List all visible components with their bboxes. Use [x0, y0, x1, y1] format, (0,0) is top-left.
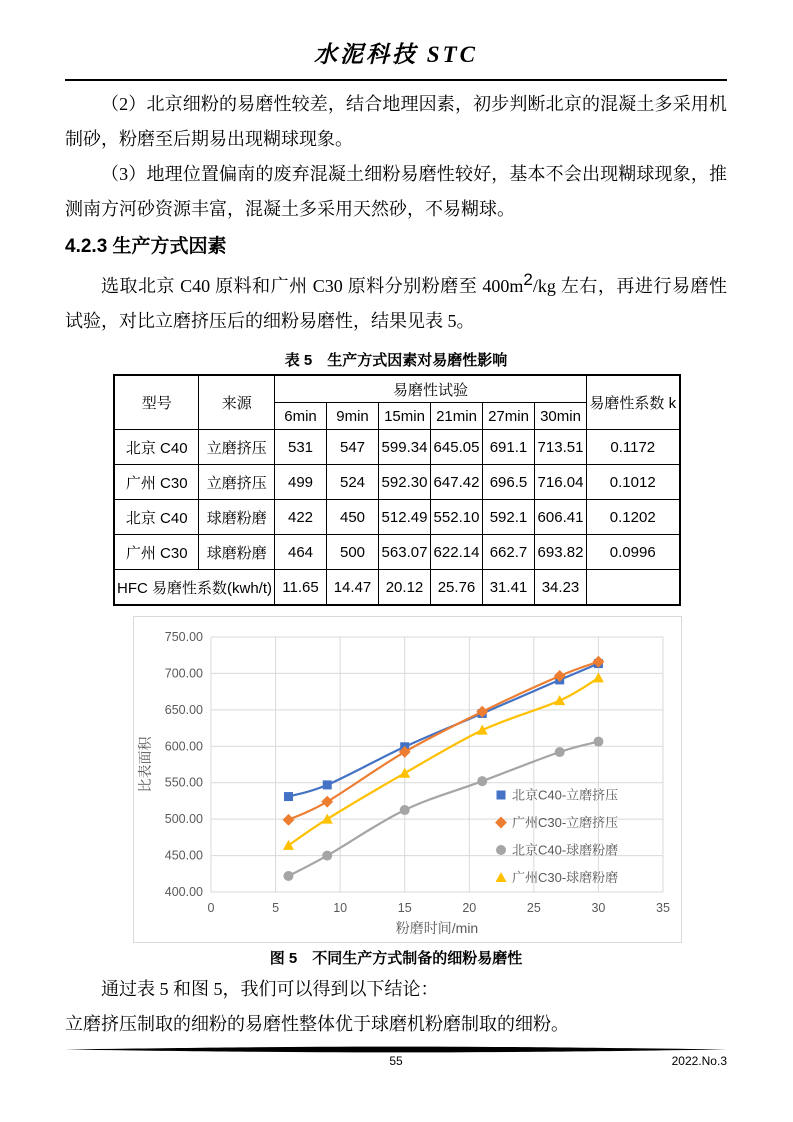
cell-source: 球磨粉磨 — [199, 535, 275, 570]
cell-model: 广州 C30 — [114, 535, 199, 570]
svg-text:15: 15 — [397, 901, 412, 915]
cell-value: 547 — [327, 430, 379, 465]
cell-value: 531 — [275, 430, 327, 465]
col-header-9min: 9min — [327, 403, 379, 430]
figure-caption: 图 5 不同生产方式制备的细粉易磨性 — [269, 950, 523, 967]
cell-k-empty — [587, 570, 680, 606]
table-caption: 表 5 生产方式因素对易磨性影响 — [284, 352, 508, 369]
cell-value: 524 — [327, 465, 379, 500]
intro-paragraph — [65, 262, 727, 339]
cell-k: 0.1012 — [587, 465, 680, 500]
cell-value: 34.23 — [535, 570, 587, 606]
line-chart — [133, 616, 682, 943]
cell-value: 713.51 — [535, 430, 587, 465]
col-header-6min: 6min — [275, 403, 327, 430]
intro-text-start: 选取北京 C40 原料和广州 C30 原料分别粉磨至 400m — [101, 276, 524, 296]
cell-value: 31.41 — [483, 570, 535, 606]
cell-value: 716.04 — [535, 465, 587, 500]
cell-value: 512.49 — [379, 500, 431, 535]
grindability-table — [113, 374, 681, 606]
cell-value: 20.12 — [379, 570, 431, 606]
footer-divider — [65, 1046, 727, 1053]
footer-text-row — [65, 1054, 727, 1072]
col-header-k: 易磨性系数 k — [587, 375, 680, 430]
line-chart-svg — [134, 617, 679, 940]
cell-value: 592.30 — [379, 465, 431, 500]
svg-text:广州C30-球磨粉磨: 广州C30-球磨粉磨 — [512, 870, 619, 885]
cell-value: 25.76 — [431, 570, 483, 606]
table-row — [114, 430, 680, 465]
cell-value: 14.47 — [327, 570, 379, 606]
cell-model: 北京 C40 — [114, 430, 199, 465]
col-header-21min: 21min — [431, 403, 483, 430]
table-row — [114, 500, 680, 535]
svg-text:400.00: 400.00 — [164, 885, 203, 899]
col-header-test: 易磨性试验 — [275, 375, 587, 403]
cell-value: 500 — [327, 535, 379, 570]
cell-source: 立磨挤压 — [199, 430, 275, 465]
cell-k: 0.1172 — [587, 430, 680, 465]
paragraph-3: （3）地理位置偏南的废弃混凝土细粉易磨性较好，基本不会出现糊球现象，推测南方河砂资源丰富，混凝土多采用天然砂，不易糊球。 — [65, 164, 727, 219]
header-divider — [65, 79, 727, 81]
col-header-30min: 30min — [535, 403, 587, 430]
table-header-row-1 — [114, 375, 680, 403]
cell-value: 606.41 — [535, 500, 587, 535]
svg-text:广州C30-立磨挤压: 广州C30-立磨挤压 — [512, 815, 619, 830]
cell-value: 696.5 — [483, 465, 535, 500]
conclusion-intro: 通过表 5 和图 5，我们可以得到以下结论： — [101, 979, 439, 999]
section-heading: 4.2.3 生产方式因素 — [65, 236, 227, 257]
svg-text:0: 0 — [207, 901, 215, 915]
hfc-coefficient-label: HFC 易磨性系数(kwh/t) — [114, 570, 275, 606]
cell-value: 693.82 — [535, 535, 587, 570]
svg-text:600.00: 600.00 — [164, 739, 203, 754]
cell-value: 662.7 — [483, 535, 535, 570]
cell-value: 599.34 — [379, 430, 431, 465]
cell-value: 552.10 — [431, 500, 483, 535]
cell-value: 622.14 — [431, 535, 483, 570]
svg-text:25: 25 — [526, 901, 541, 915]
cell-value: 464 — [275, 535, 327, 570]
svg-text:北京C40-立磨挤压: 北京C40-立磨挤压 — [512, 787, 619, 803]
paragraph-2: （2）北京细粉的易磨性较差，结合地理因素，初步判断北京的混凝土多采用机制砂，粉磨至后期易出现糊球现象。 — [65, 94, 727, 149]
intro-text-end: /kg 左右，再进行易磨性试验，对比立磨挤压后的细粉易磨性，结果见表 5。 — [65, 276, 727, 331]
col-header-27min: 27min — [483, 403, 535, 430]
col-header-source: 来源 — [199, 375, 275, 430]
superscript-2: 2 — [523, 270, 533, 289]
svg-text:500.00: 500.00 — [164, 812, 203, 827]
page-footer — [65, 1046, 727, 1072]
col-header-model: 型号 — [114, 375, 199, 430]
cell-k: 0.1202 — [587, 500, 680, 535]
issue-number: 2022.No.3 — [671, 1054, 727, 1068]
cell-value: 645.05 — [431, 430, 483, 465]
svg-text:10: 10 — [333, 901, 348, 915]
conclusion-1: 立磨挤压制取的细粉的易磨性整体优于球磨机粉磨制取的细粉。 — [65, 1014, 569, 1034]
svg-text:700.00: 700.00 — [164, 666, 203, 681]
cell-k: 0.0996 — [587, 535, 680, 570]
svg-text:北京C40-球磨粉磨: 北京C40-球磨粉磨 — [512, 842, 619, 858]
cell-source: 球磨粉磨 — [199, 500, 275, 535]
col-header-15min: 15min — [379, 403, 431, 430]
cell-source: 立磨挤压 — [199, 465, 275, 500]
cell-value: 592.1 — [483, 500, 535, 535]
cell-value: 422 — [275, 500, 327, 535]
svg-text:粉磨时间/min: 粉磨时间/min — [395, 920, 479, 936]
svg-text:30: 30 — [591, 901, 606, 915]
table-row — [114, 465, 680, 500]
cell-model: 广州 C30 — [114, 465, 199, 500]
svg-text:550.00: 550.00 — [164, 775, 203, 790]
table-footer-row — [114, 570, 680, 606]
svg-text:650.00: 650.00 — [164, 702, 203, 717]
svg-text:450.00: 450.00 — [164, 848, 203, 863]
cell-value: 11.65 — [275, 570, 327, 606]
table-row — [114, 535, 680, 570]
cell-value: 499 — [275, 465, 327, 500]
svg-text:比表面积: 比表面积 — [137, 736, 153, 793]
cell-value: 563.07 — [379, 535, 431, 570]
svg-text:5: 5 — [272, 901, 280, 915]
cell-model: 北京 C40 — [114, 500, 199, 535]
page-number: 55 — [389, 1054, 403, 1068]
svg-text:750.00: 750.00 — [164, 630, 203, 644]
cell-value: 691.1 — [483, 430, 535, 465]
journal-title: 水泥科技 STC — [314, 42, 478, 67]
cell-value: 647.42 — [431, 465, 483, 500]
svg-text:35: 35 — [656, 901, 670, 915]
cell-value: 450 — [327, 500, 379, 535]
svg-text:20: 20 — [462, 901, 477, 915]
